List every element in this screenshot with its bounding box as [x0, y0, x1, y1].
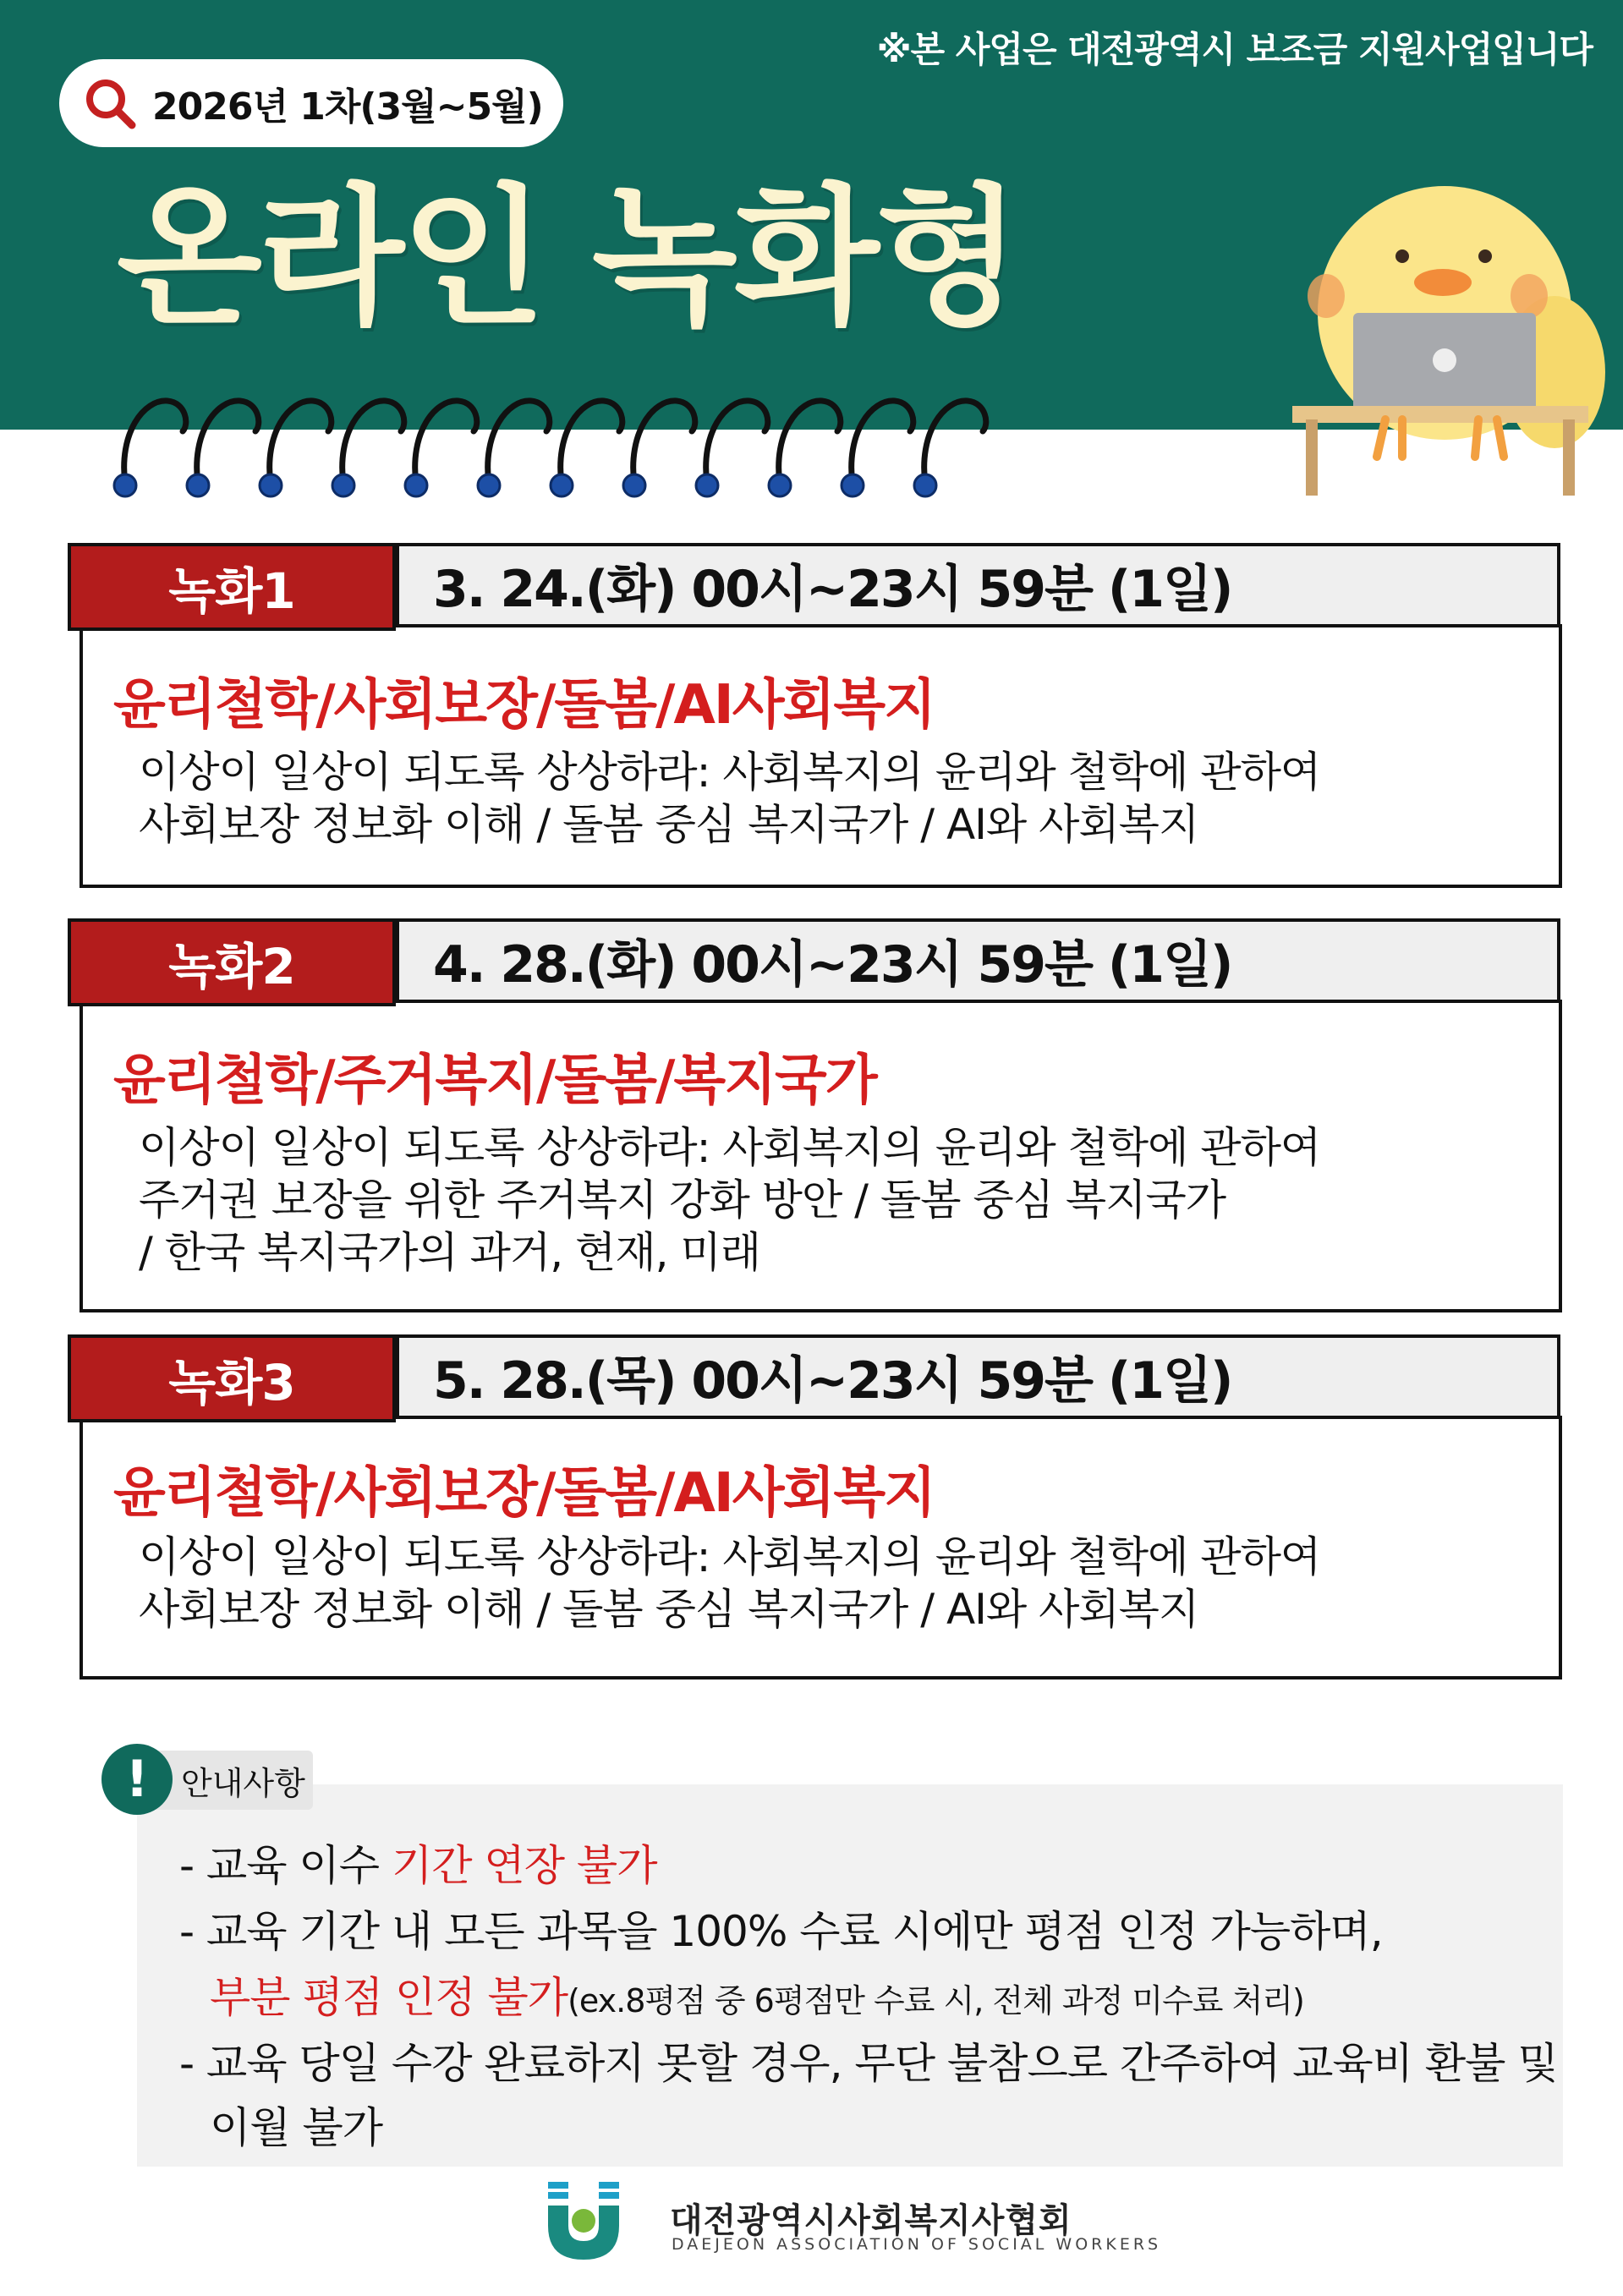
session-3-tag-label: 녹화3 — [168, 1354, 295, 1411]
session-3 — [80, 1334, 1562, 1683]
session-2-date-row — [396, 918, 1560, 1003]
info-label: 안내사항 — [181, 1765, 305, 1802]
session-1 — [80, 543, 1562, 890]
exclamation-icon: ! — [101, 1744, 173, 1815]
spiral-binding-decoration — [101, 382, 990, 509]
chick-mascot-illustration — [1275, 169, 1605, 507]
info-line-3-highlight: 부분 평점 인정 불가 — [210, 1973, 568, 2022]
search-pill-text: 2026년 1차(3월~5월) — [152, 85, 543, 129]
session-1-desc-line-1: 이상이 일상이 되도록 상상하라: 사회복지의 윤리와 철학에 관하여 — [139, 748, 1321, 797]
session-3-desc-line-1: 이상이 일상이 되도록 상상하라: 사회복지의 윤리와 철학에 관하여 — [139, 1532, 1321, 1581]
session-2 — [80, 918, 1562, 1304]
session-1-tag — [68, 543, 396, 631]
info-line-5: 이월 불가 — [210, 2103, 383, 2152]
footer-association-english: DAEJEON ASSOCIATION OF SOCIAL WORKERS — [672, 2235, 1162, 2254]
session-1-desc-line-2: 사회보장 정보화 이해 / 돌봄 중심 복지국가 / AI와 사회복지 — [139, 800, 1199, 849]
info-line-1-text: - 교육 이수 — [179, 1841, 392, 1890]
session-1-date: 3. 24.(화) 00시~23시 59분 (1일) — [433, 560, 1232, 619]
footer-association-name: 대전광역시사회복지사협회 — [670, 2201, 1072, 2240]
session-2-tag-label: 녹화2 — [168, 938, 295, 995]
session-3-desc-line-2: 사회보장 정보화 이해 / 돌봄 중심 복지국가 / AI와 사회복지 — [139, 1585, 1199, 1634]
search-icon — [83, 76, 137, 130]
session-2-desc-line-1: 이상이 일상이 되도록 상상하라: 사회복지의 윤리와 철학에 관하여 — [139, 1123, 1321, 1172]
info-line-4: - 교육 당일 수강 완료하지 못할 경우, 무단 불참으로 간주하여 교육비 환불 및 — [179, 2039, 1558, 2088]
session-3-date: 5. 28.(목) 00시~23시 59분 (1일) — [433, 1351, 1232, 1411]
session-1-subject: 윤리철학/사회보장/돌봄/AI사회복지 — [113, 674, 935, 737]
session-2-date: 4. 28.(화) 00시~23시 59분 (1일) — [433, 935, 1232, 995]
association-logo-icon — [548, 2182, 619, 2260]
session-3-tag — [68, 1334, 396, 1422]
session-3-date-row — [396, 1334, 1560, 1419]
page-title: 온라인 녹화형 — [117, 170, 1018, 345]
session-2-desc-line-3: / 한국 복지국가의 과거, 현재, 미래 — [139, 1228, 760, 1277]
session-1-tag-label: 녹화1 — [168, 562, 295, 620]
info-line-2: - 교육 기간 내 모든 과목을 100% 수료 시에만 평점 인정 가능하며, — [179, 1907, 1383, 1956]
info-line-1 — [179, 1832, 657, 1893]
search-pill[interactable] — [59, 59, 563, 147]
session-2-desc-line-2: 주거권 보장을 위한 주거복지 강화 방안 / 돌봄 중심 복지국가 — [139, 1175, 1226, 1225]
subsidy-notice: ※본 사업은 대전광역시 보조금 지원사업입니다 — [876, 29, 1593, 70]
session-3-subject: 윤리철학/사회보장/돌봄/AI사회복지 — [113, 1462, 935, 1525]
info-line-3 — [210, 1964, 1304, 2025]
session-1-date-row — [396, 543, 1560, 627]
info-line-1-highlight: 기간 연장 불가 — [391, 1841, 657, 1890]
session-2-subject: 윤리철학/주거복지/돌봄/복지국가 — [113, 1049, 876, 1112]
session-2-tag — [68, 918, 396, 1006]
info-line-3-note: (ex.8평점 중 6평점만 수료 시, 전체 과정 미수료 처리) — [568, 1982, 1304, 2019]
